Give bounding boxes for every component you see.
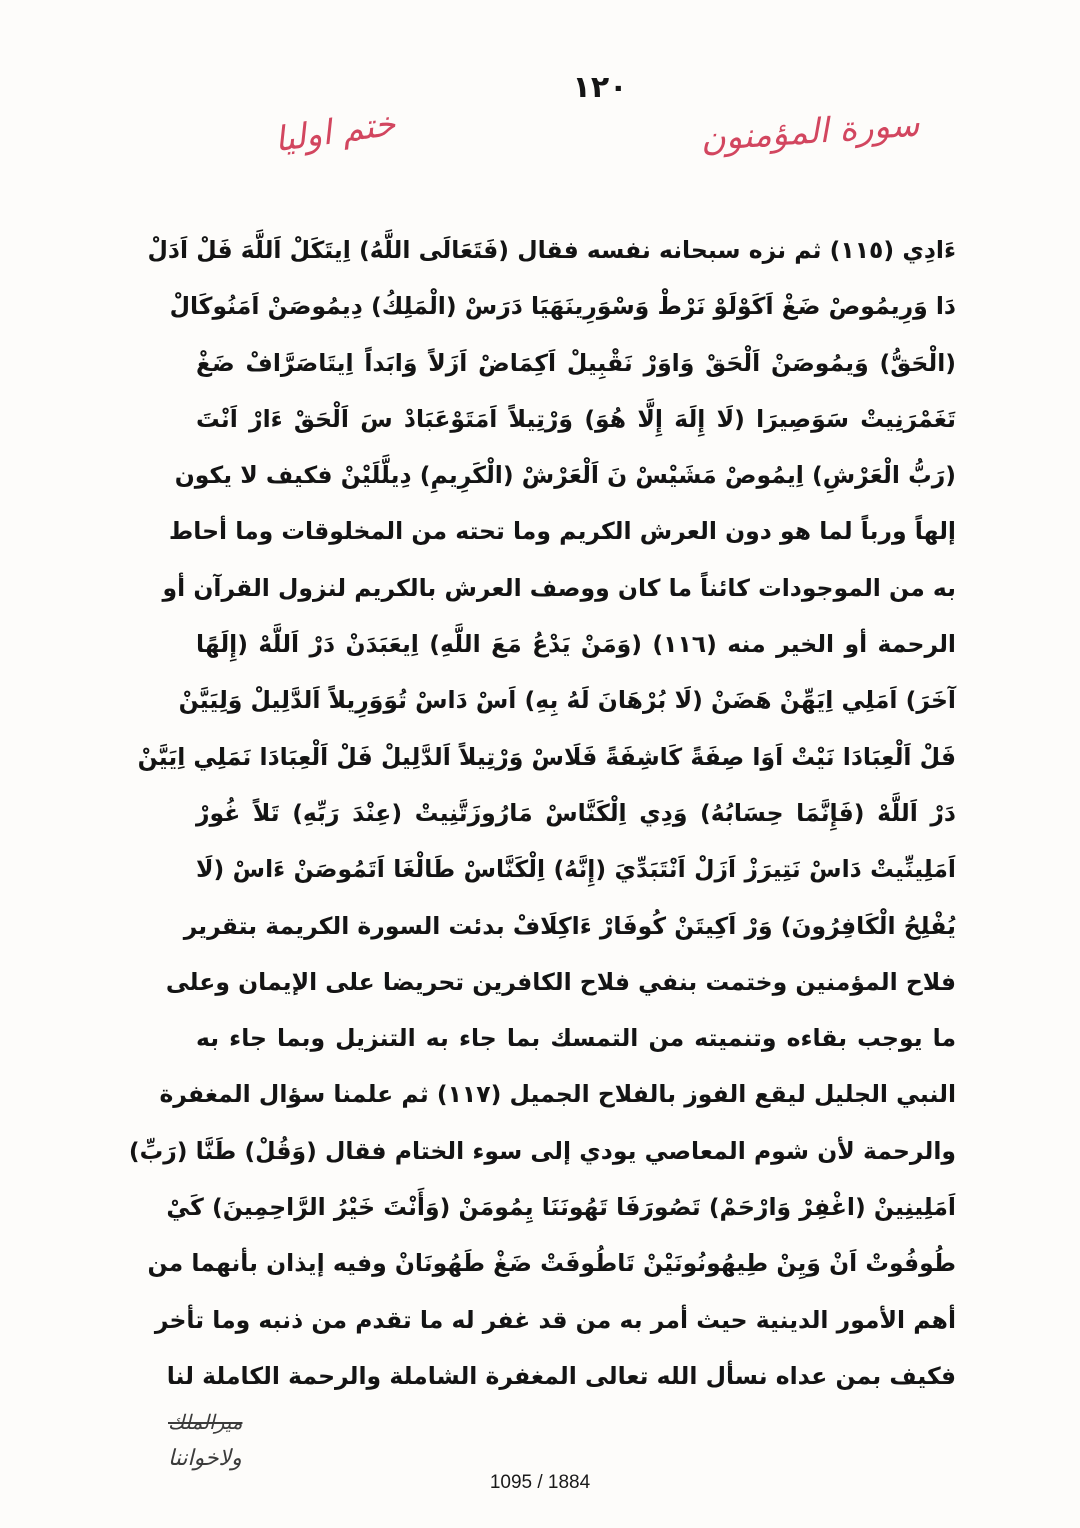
body-line: تَغَمْرَنِيتْ سَوَصِيرَا (لَا إِلَهَ إِلَّا هُوَ) وَرْتِيلاً اَمَتَوْعَبَادْ سَ اَلْحَقْ ءَارْ اَنْتَ [196, 404, 956, 433]
body-text [128, 222, 956, 1404]
body-line: النبي الجليل ليقع الفوز بالفلاح الجميل (١١٧) ثم علمنا سؤال المغفرة [159, 1080, 956, 1109]
body-line: فَلْ اَلْعِبَادَا نَيْتْ اَوَا صِفَةً كَاشِفَةً فَلَاسْ وَرْتِيلاً اَلدَّلِيلْ فَلْ اَلْعِبَادَا نَمَلِي اِيَيَّنْ [137, 742, 956, 771]
handwritten-footnote-1: ميرالملك [168, 1410, 243, 1434]
body-line: (رَبُّ الْعَرْشِ) اِيمُوصْ مَشَيْسْ نَ اَلْعَرْشْ (الْكَرِيمِ) دِيلَّلَيْنْ فكيف لا يكون [174, 461, 956, 490]
body-line: دَا وَرِيمُوصْ ضَغْ اَكَوْلَوْ نَرْطْ وَسْوَرِينَهَيَا دَرَسْ (الْمَلِكُ) دِيمُوصَنْ اَمَنُوكَالْ [169, 292, 956, 321]
page-counter: 1095 / 1884 [489, 1472, 591, 1493]
body-line: الرحمة أو الخير منه (١١٦) (وَمَنْ يَدْعُ مَعَ اللَّهِ) اِيعَبَدَنْ دَرْ اَللَّهْ (إِلَهًا [196, 630, 956, 659]
body-line: اَمَلِينِينْ (اغْفِرْ وَارْحَمْ) تَصُورَفَا تَهُونَنَا يِمُومَنْ (وَأَنْتَ خَيْرُ الرَّاحِمِينَ) كَيْ [166, 1193, 956, 1222]
body-line: دَرْ اَللَّهْ (فَإِنَّمَا حِسَابُهُ) وَدِي اِلْكَنَّاسْ مَارُوزَتَّنِيتْ (عِنْدَ رَبِّهِ) تَلاً غُورْ [196, 798, 956, 827]
body-line: إلهاً ورباً لما هو دون العرش الكريم وما تحته من المخلوقات وما أحاط [168, 517, 956, 546]
body-line: (الْحَقُّ) وَيمُوصَنْ اَلْحَقْ وَاوَرْ نَقْبِيلْ اَكِمَاضْ اَزَلاً وَابَداً اِيتَاصَرَّافْ ضَغْ [196, 348, 956, 377]
handwritten-surah-title: سورة المؤمنون [699, 104, 921, 160]
handwritten-footnote-2: ولاخواننا [168, 1446, 242, 1471]
body-line: يُفْلِحُ الْكَافِرُونَ) وَرْ اَكِيتَنْ كُوفَارْ ءَاكِلَافْ بدئت السورة الكريمة بتقرير [183, 911, 956, 940]
body-line: ما يوجب بقاءه وتنميته من التمسك بما جاء به التنزيل وبما جاء به [196, 1024, 956, 1053]
handwritten-note: ختم اوليا [272, 103, 398, 161]
body-line: أهم الأمور الدينية حيث أمر به من قد غفر له ما تقدم من ذنبه وما تأخر [154, 1305, 956, 1334]
body-line: طُوفُوتْ اَنْ وَيِنْ طِيهُونُونَيْنْ تَاطُوفَتْ ضَغْ طَهُونَانْ وفيه إيذان بأنهما من [147, 1249, 956, 1278]
body-line: والرحمة لأن شوم المعاصي يودي إلى سوء الختام فقال (وَقُلْ) طَنَّا (رَبِّ) [128, 1136, 956, 1165]
page-number: ١٢٠ [572, 70, 628, 105]
body-line: فكيف بمن عداه نسأل الله تعالى المغفرة الشاملة والرحمة الكاملة لنا [166, 1361, 956, 1390]
body-line: آخَرَ) اَمَلِي اِيَهِّنْ هَضَنْ (لَا بُرْهَانَ لَهُ بِهِ) اَسْ دَاسْ تُوَوَرِيلاً اَلدَّلِيلْ وَلِيَيَّنْ [178, 686, 956, 715]
body-line: اَمَلِينِّيتْ دَاسْ نَتِيرَزْ اَزَلْ اَنْتَبَدِّيَ (إِنَّهُ) اِلْكَنَّاسْ طَالْغَا اَتَمُوصَنْ ءَاسْ (لَا [196, 855, 956, 884]
body-line: ءَادِي (١١٥) ثم نزه سبحانه نفسه فقال (فَتَعَالَى اللَّهُ) اِيتَكَلْ اَللَّهَ فَلْ اَدَلْ [147, 236, 956, 264]
body-line: فلاح المؤمنين وختمت بنفي فلاح الكافرين تحريضا على الإيمان وعلى [165, 967, 956, 996]
body-line: به من الموجودات كائناً ما كان ووصف العرش بالكريم لنزول القرآن أو [162, 573, 956, 602]
